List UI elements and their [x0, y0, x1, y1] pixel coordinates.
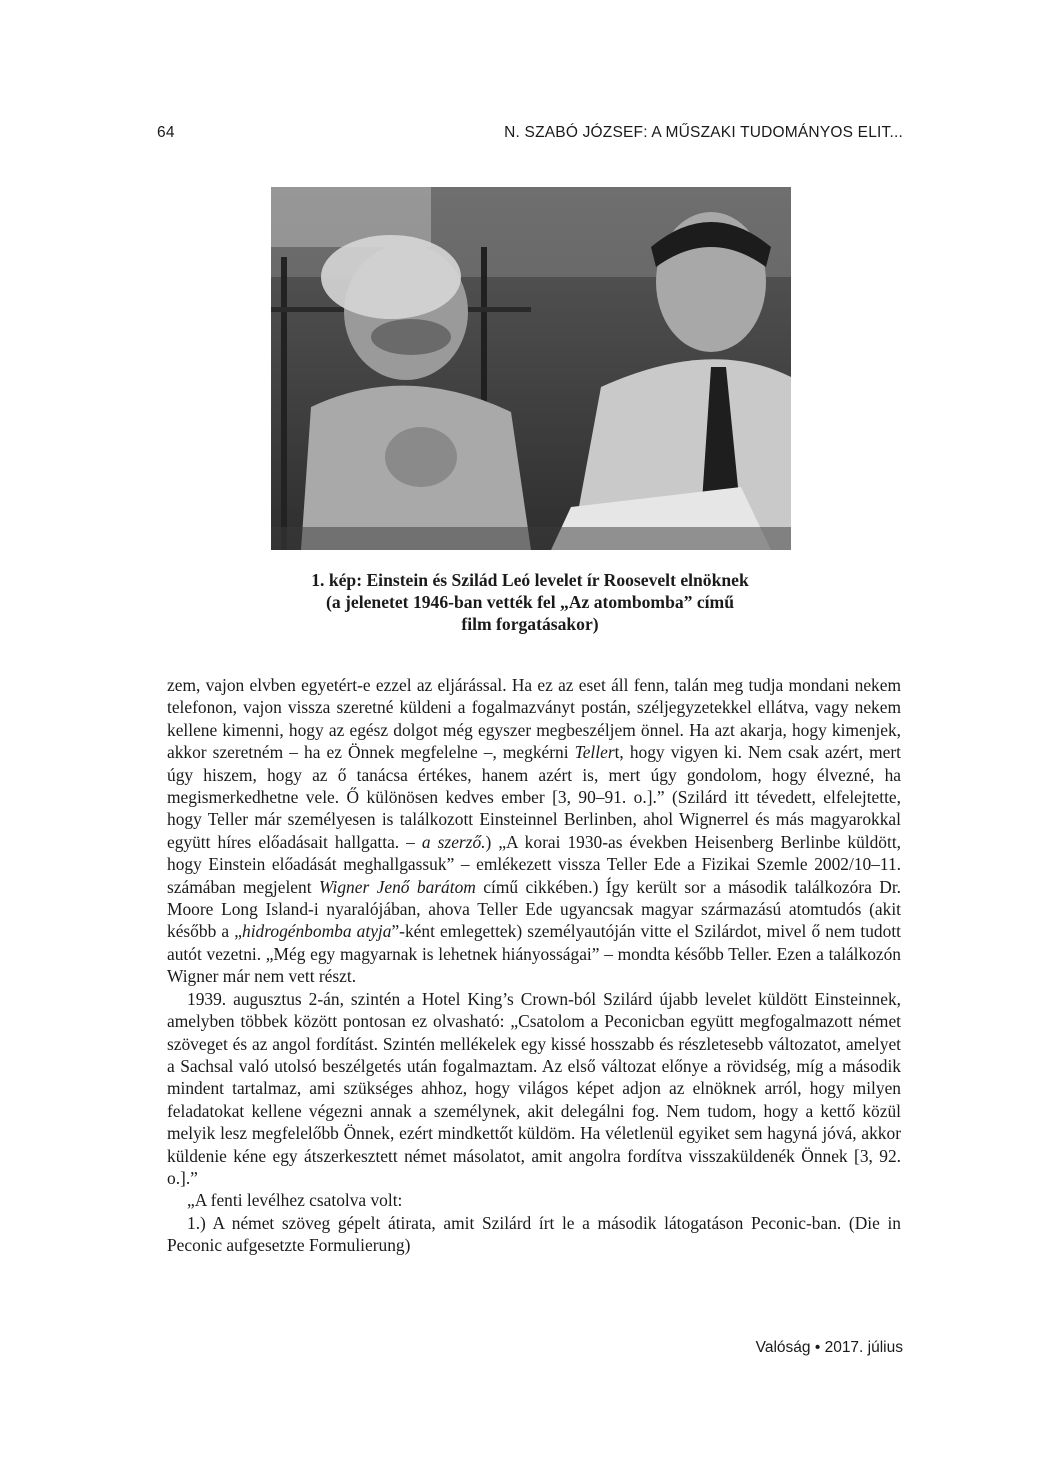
text-run-italic: a szerző.	[421, 831, 486, 852]
article-body	[167, 674, 901, 1257]
text-run-italic: Wigner Jenő barátom	[318, 876, 476, 897]
text-run: ) „A korai 1930-as években Heisenberg Berlinbe küldött, hogy Einstein előadását meghallgassuk” – emlékezett vissza Teller Ede a Fizikai Szemle 2002/10–11. számában megjelent	[167, 831, 901, 897]
page-footer: Valóság • 2017. július	[755, 1339, 903, 1356]
paragraph	[167, 674, 901, 988]
caption-line: film forgatásakor)	[461, 614, 599, 634]
running-title: N. SZABÓ JÓZSEF: A MŰSZAKI TUDOMÁNYOS ELIT...	[504, 124, 903, 141]
paragraph: 1.) A német szöveg gépelt átirata, amit Szilárd írt le a második látogatáson Peconic-ban. (Die in Peconic aufgesetzte Formulierung)	[167, 1212, 901, 1256]
paragraph: „A fenti levélhez csatolva volt:	[187, 1190, 403, 1211]
page-header	[157, 124, 903, 146]
text-run: t, hogy vigyen ki. Nem csak azért, mert úgy hiszem, hogy az ő tanácsa értékes, hanem azért is, mert úgy gondolom, hogy élvezné, ha megismerkedhetne vele. Ő különösen kedves ember [3, 90–91. o.].” (Szilárd itt tévedett, elfelejtette, hogy Teller már személyesen is találkozott Einsteinnel Berlinben, ahol Wignerrel és más magyarokkal együtt híres előadásait hallgatta. –	[167, 742, 901, 852]
text-run: című cikkében.) Így került sor a második találkozóra Dr. Moore Long Island-i nyaralójában, ahova Teller Ede ugyancsak magyar származású atomtudós (akit később a „	[167, 876, 901, 942]
caption-line: 1. kép: Einstein és Szilád Leó levelet ír Roosevelt elnöknek	[311, 570, 749, 590]
historical-photo	[271, 187, 791, 550]
text-run-italic: Teller	[574, 742, 615, 763]
text-run: zem, vajon elvben egyetért-e ezzel az eljárással. Ha ez az eset áll fenn, talán meg tudja mondani nekem telefonon, vajon vissza szeretné küldeni a fogalmazványt postán, széljegyzetekkel ellátva, vagy nekem kellene kimenni, hogy az egész dolgot még egyszer megbeszéljem önnel. Ha azt akarja, hogy kimenjek, akkor szeretném – ha ez Önnek megfelelne –, megkérni	[167, 675, 901, 763]
text-run-italic: hidrogénbomba atyja	[242, 921, 392, 942]
figure-caption	[157, 569, 903, 635]
caption-line: (a jelenetet 1946-ban vették fel „Az atombomba” című	[326, 592, 734, 612]
page-number: 64	[157, 124, 175, 141]
text-run: ”-ként emlegettek) személyautóján vitte el Szilárdot, mivel ő nem tudott autót vezetni. „Még egy magyarnak is lehetnek hiányosságai” – mondta később Teller. Ezen a találkozón Wigner már nem vett részt.	[167, 921, 901, 987]
paragraph: 1939. augusztus 2-án, szintén a Hotel King’s Crown-ból Szilárd újabb levelet küldött Einsteinnek, amelyben többek között pontosan ez olvasható: „Csatolom a Peconicban együtt megfogalmazott német szöveget és az angol fordítást. Szintén mellékelek egy kissé hosszabb és részletesebb változatot, amelyet a Sachsal való utolsó beszélgetés után fogalmaztam. Az első változat előnye a rövidség, míg a második mindent tartalmaz, ami szükséges ahhoz, hogy világos képet adjon az elnöknek arról, hogy milyen feladatokat kellene végezni annak a személynek, akit delegálni fog. Nem tudom, hogy a kettő közül melyik lesz megfelelőbb Önnek, ezért mindkettőt küldöm. Ha véletlenül egyiket sem hagyná jóvá, akkor küldenie kéne egy átszerkesztett német másolatot, amit angolra fordítva visszaküldenék Önnek [3, 92. o.].”	[167, 988, 901, 1188]
